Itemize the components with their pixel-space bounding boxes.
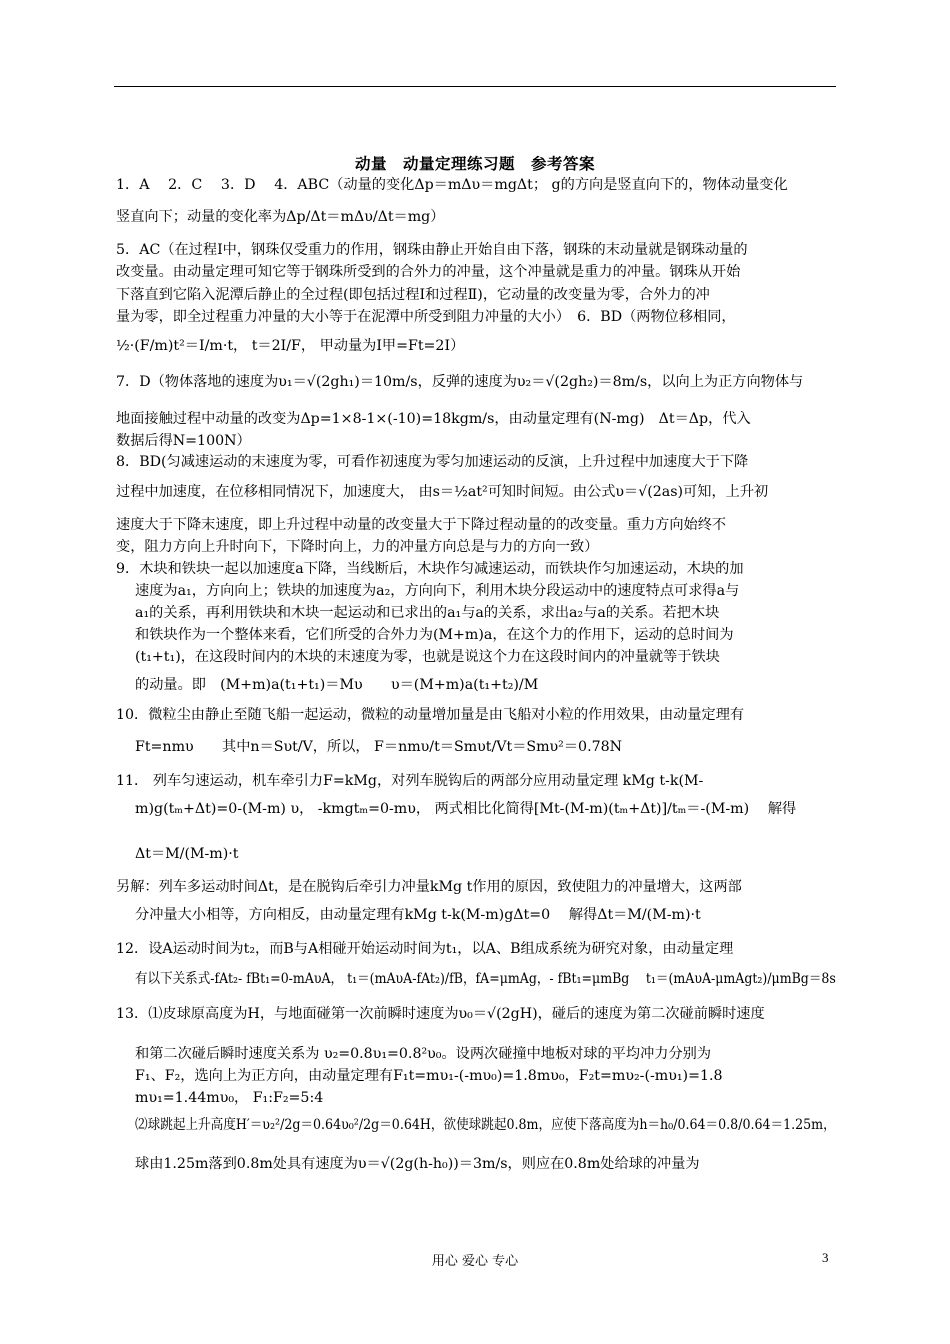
text-line: 5．AC（在过程Ⅰ中，钢珠仅受重力的作用，钢珠由静止开始自由下落，钢珠的末动量就是钢珠动量的 [116, 242, 748, 258]
text-line: 量为零，即全过程重力冲量的大小等于在泥潭中所受到阻力冲量的大小） 6．BD（两物位移相同， [116, 309, 736, 325]
text-line: 有以下关系式-fAt₂- fBt₁=0-mAυA， t₁＝(mAυA-fAt₂)/fB，fA=μmAg，- fBt₁=μmBg t₁＝(mAυA-μmAgt₂)/μmBg＝8s [135, 971, 836, 987]
text-line: ½·(F/m)t²＝I/m·t， t＝2I/F， 甲动量为I甲=Ft=2I） [116, 338, 465, 354]
text-line: 速度为a₁，方向向上；铁块的加速度为a₂，方向向下，利用木块分段运动中的速度特点可求得a与 [135, 583, 740, 599]
text-line: 11． 列车匀速运动，机车牵引力F=kMg，对列车脱钩后的两部分应用动量定理 kMg t-k(M- [116, 773, 704, 789]
text-line: m)g(tₘ+Δt)=0-(M-m) υ， -kmgtₘ=0-mυ， 两式相比化简得[Mt-(M-m)(tₘ+Δt)]/tₘ＝-(M-m) 解得 [135, 801, 797, 817]
text-line: 和铁块作为一个整体来看，它们所受的合外力为(M+m)a，在这个力的作用下，运动的总时间为 [135, 627, 734, 643]
text-line: 竖直向下；动量的变化率为Δp/Δt＝mΔυ/Δt＝mg） [116, 209, 445, 225]
text-line: F₁、F₂，选向上为正方向，由动量定理有F₁t=mυ₁-(-mυ₀)=1.8mυ₀，F₂t=mυ₂-(-mυ₁)=1.8 [135, 1068, 723, 1084]
text-line: 数据后得N=100N） [116, 433, 251, 449]
text-line: 改变量。由动量定理可知它等于钢珠所受到的合外力的冲量，这个冲量就是重力的冲量。钢珠从开始 [116, 264, 741, 280]
text-line: 球由1.25m落到0.8m处具有速度为υ＝√(2g(h-h₀))＝3m/s，则应在0.8m处给球的冲量为 [135, 1156, 700, 1172]
text-line: 8．BD(匀减速运动的末速度为零，可看作初速度为零匀加速运动的反演，上升过程中加速度大于下降 [116, 454, 749, 470]
text-line: 7．D（物体落地的速度为υ₁＝√(2gh₁)＝10m/s，反弹的速度为υ₂＝√(2gh₂)＝8m/s，以向上为正方向物体与 [116, 374, 804, 390]
text-line: 9．木块和铁块一起以加速度a下降，当线断后，木块作匀减速运动，而铁块作匀加速运动，木块的加 [116, 561, 744, 577]
text-line: ⑵球跳起上升高度H′＝υ₂²/2g＝0.64υ₀²/2g＝0.64H，欲使球跳起0.8m，应使下落高度为h＝h₀/0.64＝0.8/0.64＝1.25m， [135, 1117, 836, 1133]
text-line: 另解：列车多运动时间Δt，是在脱钩后牵引力冲量kMg t作用的原因，致使阻力的冲量增大，这两部 [116, 879, 742, 895]
text-line: 地面接触过程中动量的改变为Δp=1×8-1×(-10)=18kgm/s，由动量定理有(N-mg) Δt＝Δp，代入 [116, 411, 751, 427]
text-line: a₁的关系，再利用铁块和木块一起运动和已求出的a₁与a的关系，求出a₂与a的关系。若把木块 [135, 605, 720, 621]
text-line: 12．设A运动时间为t₂，而B与A相碰开始运动时间为t₁，以A、B组成系统为研究对象，由动量定理 [116, 941, 734, 957]
text-line: Ft=nmυ 其中n＝Sυt/V，所以， F＝nmυ/t＝Smυt/Vt＝Smυ²＝0.78N [135, 739, 623, 755]
text-line: 过程中加速度，在位移相同情况下，加速度大， 由s＝½at²可知时间短。由公式υ＝√(2as)可知，上升初 [116, 484, 769, 500]
text-line: mυ₁=1.44mυ₀， F₁:F₂=5:4 [135, 1090, 324, 1106]
text-line: 和第二次碰后瞬时速度关系为 υ₂=0.8υ₁=0.8²υ₀。设两次碰撞中地板对球的平均冲力分别为 [135, 1046, 712, 1062]
text-line: Δt＝M/(M-m)·t [135, 846, 239, 862]
text-line: 变，阻力方向上升时向下，下降时向上，力的冲量方向总是与力的方向一致） [116, 539, 599, 555]
text-line: 13．⑴皮球原高度为H，与地面碰第一次前瞬时速度为υ₀＝√(2gH)，碰后的速度为第二次碰前瞬时速度 [116, 1006, 765, 1022]
text-line: (t₁+t₁)，在这段时间内的木块的末速度为零，也就是说这个力在这段时间内的冲量就等于铁块 [135, 649, 720, 665]
text-line: 10．微粒尘由静止至随飞船一起运动，微粒的动量增加量是由飞船对小粒的作用效果，由动量定理有 [116, 707, 745, 723]
text-line: 下落直到它陷入泥潭后静止的全过程(即包括过程Ⅰ和过程Ⅱ)，它动量的改变量为零，合外力的冲 [116, 287, 710, 303]
page-footer: 用心 爱心 专心 [431, 1254, 519, 1269]
text-line: 速度大于下降末速度，即上升过程中动量的改变量大于下降过程动量的的改变量。重力方向始终不 [116, 517, 727, 533]
document-title: 动量 动量定理练习题 参考答案 [354, 155, 595, 173]
page-number: 3 [822, 1250, 829, 1265]
text-line: 1．A 2．C 3．D 4．ABC（动量的变化Δp＝mΔυ＝mgΔt； g的方向是竖直向下的，物体动量变化 [116, 177, 788, 193]
header-rule [114, 86, 836, 87]
text-line: 的动量。即 (M+m)a(t₁+t₁)＝Mυ υ＝(M+m)a(t₁+t₂)/M [135, 677, 539, 693]
text-line: 分冲量大小相等，方向相反，由动量定理有kMg t-k(M-m)gΔt=0 解得Δt＝M/(M-m)·t [135, 907, 701, 923]
